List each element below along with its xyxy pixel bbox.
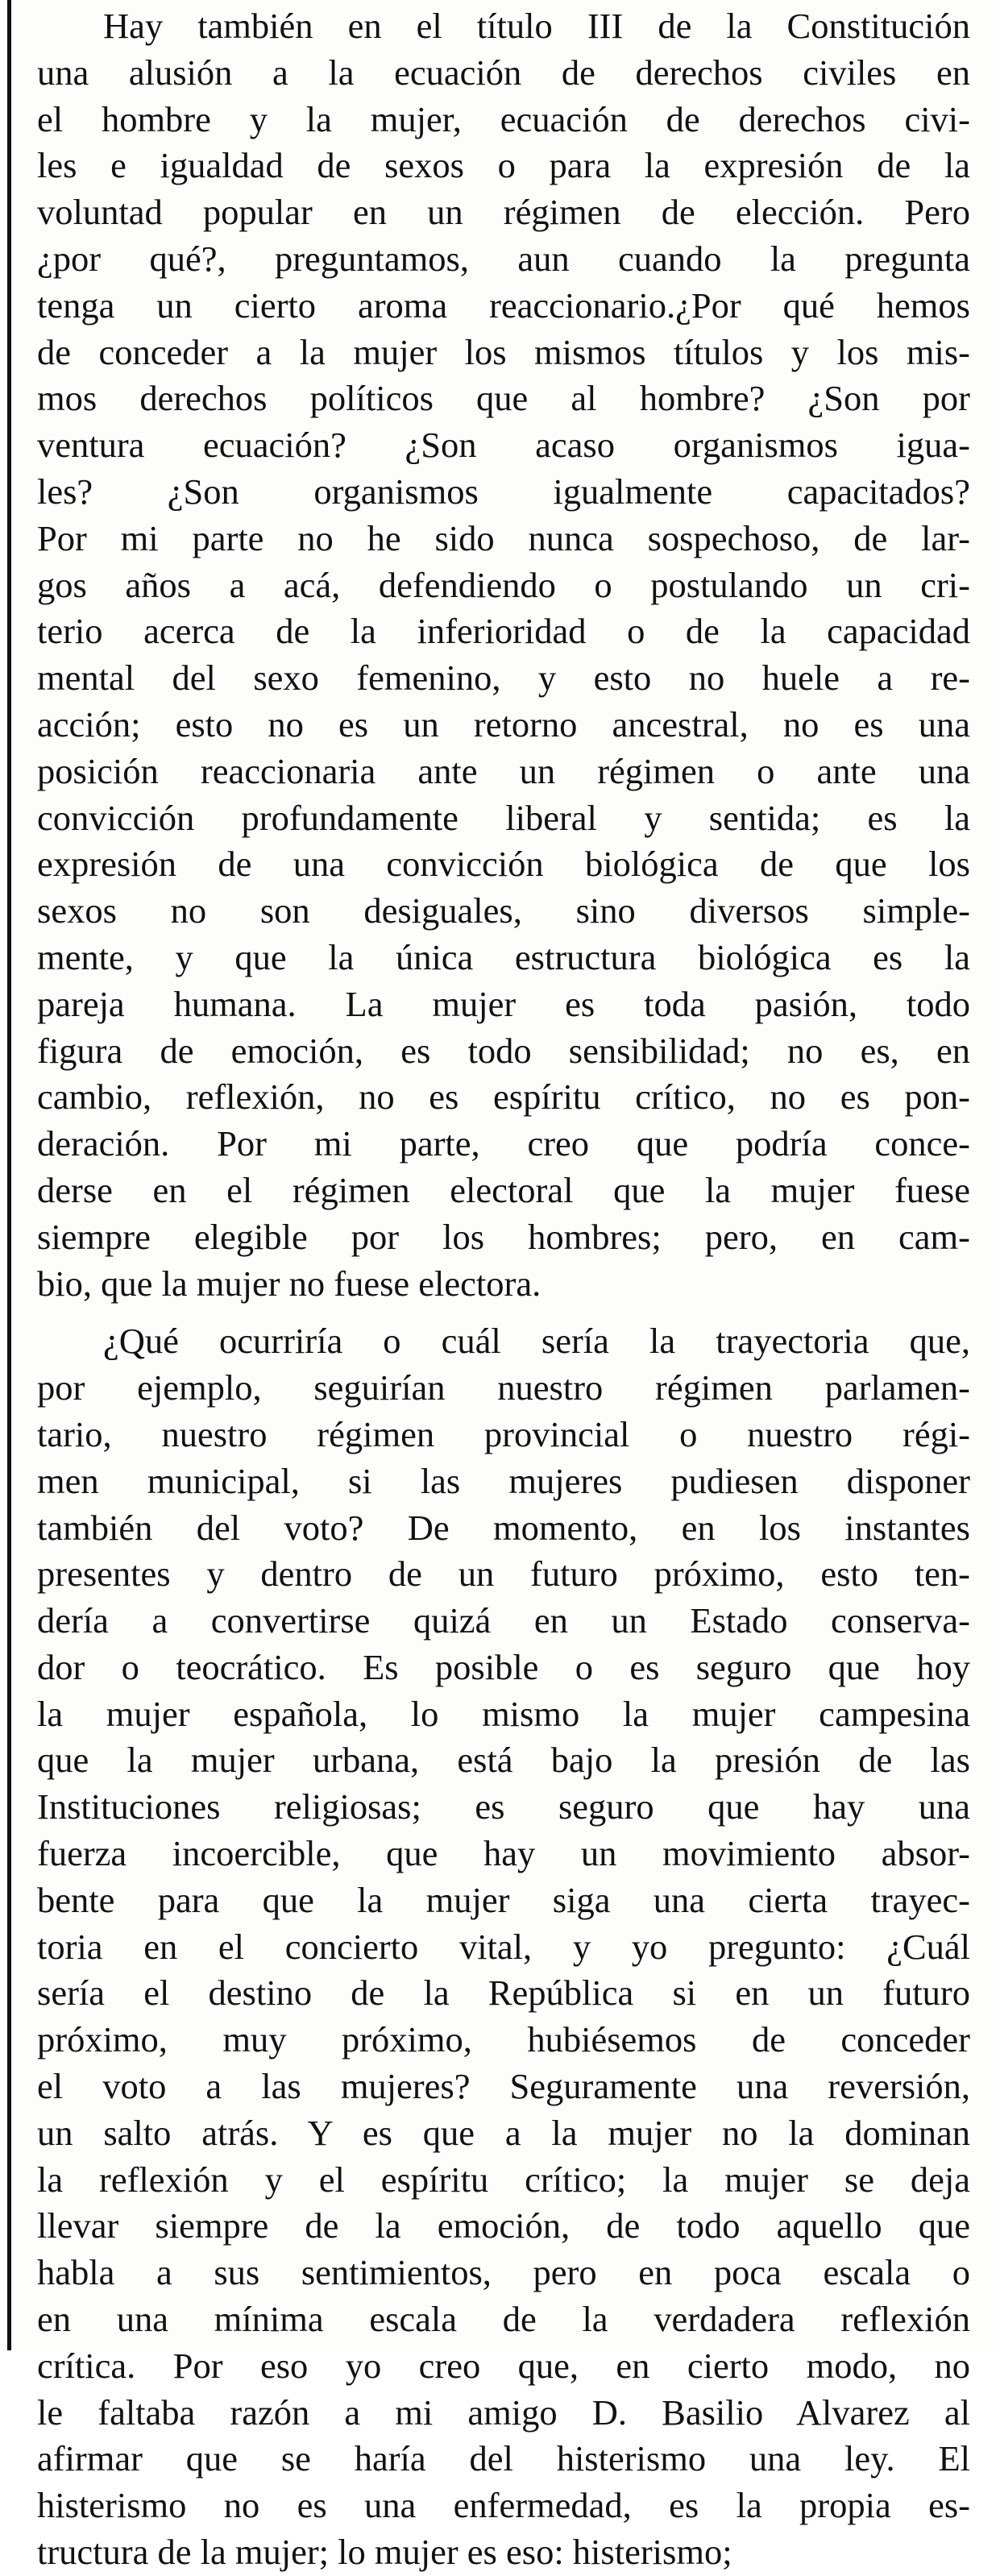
text-line: habla a sus sentimientos, pero en poca escala o xyxy=(37,2252,970,2293)
text-line: acción; esto no es un retorno ancestral, no es una xyxy=(37,703,970,745)
text-line: toria en el concierto vital, y yo pregunto: ¿Cuál xyxy=(37,1926,970,1967)
text-line: la reflexión y el espíritu crítico; la mujer se deja xyxy=(37,2159,970,2200)
text-line: Por mi parte no he sido nunca sospechoso, de lar- xyxy=(37,517,970,558)
text-line: ¿por qué?, preguntamos, aun cuando la pregunta xyxy=(37,238,970,279)
text-line: una alusión a la ecuación de derechos civiles en xyxy=(37,52,970,93)
text-line: el voto a las mujeres? Seguramente una reversión, xyxy=(37,2066,970,2107)
text-line: un salto atrás. Y es que a la mujer no la dominan xyxy=(37,2112,970,2153)
text-line: tructura de la mujer; lo mujer es eso: histerismo; xyxy=(37,2532,732,2573)
text-line: también del voto? De momento, en los instantes xyxy=(37,1507,970,1548)
text-line: terio acerca de la inferioridad o de la capacidad xyxy=(37,611,970,652)
text-line: de conceder a la mujer los mismos títulos y los mis- xyxy=(37,331,970,372)
text-line: ventura ecuación? ¿Son acaso organismos igua- xyxy=(37,425,970,466)
text-line: crítica. Por eso yo creo que, en cierto modo, no xyxy=(37,2345,970,2386)
text-line: dería a convertirse quizá en un Estado conserva- xyxy=(37,1600,970,1641)
text-line: mental del sexo femenino, y esto no huele a re- xyxy=(37,657,970,699)
text-line: el hombre y la mujer, ecuación de derechos civi- xyxy=(37,98,970,139)
text-line: gos años a acá, defendiendo o postulando un cri- xyxy=(37,564,970,605)
text-line: bente para que la mujer siga una cierta trayec- xyxy=(37,1879,970,1920)
text-line: llevar siempre de la emoción, de todo aquello que xyxy=(37,2205,970,2246)
text-line: tenga un cierto aroma reaccionario.¿Por qué hemos xyxy=(37,284,970,326)
text-line: convicción profundamente liberal y sentida; es la xyxy=(37,797,970,838)
document-body xyxy=(37,3,970,2576)
text-line: le faltaba razón a mi amigo D. Basilio Alvarez al xyxy=(37,2391,970,2433)
text-line: la mujer española, lo mismo la mujer campesina xyxy=(37,1693,970,1734)
text-line: tario, nuestro régimen provincial o nuestro régi- xyxy=(37,1413,970,1454)
text-line: les? ¿Son organismos igualmente capacitados? xyxy=(37,471,970,512)
text-line: fuerza incoercible, que hay un movimiento absor- xyxy=(37,1833,970,1874)
text-line: dor o teocrático. Es posible o es seguro que hoy xyxy=(37,1646,970,1687)
text-line: ¿Qué ocurriría o cuál sería la trayectoria que, xyxy=(103,1321,970,1362)
paragraph xyxy=(37,1318,970,2576)
text-line: siempre elegible por los hombres; pero, en cam- xyxy=(37,1216,970,1257)
text-line: deración. Por mi parte, creo que podría conce- xyxy=(37,1123,970,1164)
text-line: sería el destino de la República si en un futuro xyxy=(37,1972,970,2014)
text-line: posición reaccionaria ante un régimen o ante una xyxy=(37,750,970,791)
text-line: bio, que la mujer no fuese electora. xyxy=(37,1263,541,1304)
paragraph xyxy=(37,3,970,1307)
paragraph-gap xyxy=(37,1307,970,1318)
text-line: figura de emoción, es todo sensibilidad; no es, en xyxy=(37,1030,970,1071)
text-line: sexos no son desiguales, sino diversos simple- xyxy=(37,890,970,931)
text-line: cambio, reflexión, no es espíritu crítico, no es pon- xyxy=(37,1076,970,1118)
text-line: en una mínima escala de la verdadera reflexión xyxy=(37,2299,970,2340)
text-line: expresión de una convicción biológica de que los xyxy=(37,844,970,885)
text-line: presentes y dentro de un futuro próximo, esto ten- xyxy=(37,1553,970,1595)
text-line: voluntad popular en un régimen de elección. Pero xyxy=(37,192,970,233)
text-line: Instituciones religiosas; es seguro que hay una xyxy=(37,1786,970,1827)
text-line: afirmar que se haría del histerismo una ley. El xyxy=(37,2438,970,2479)
margin-rule xyxy=(7,0,11,2350)
text-line: mos derechos políticos que al hombre? ¿Son por xyxy=(37,378,970,419)
text-line: mente, y que la única estructura biológica es la xyxy=(37,936,970,977)
text-line: derse en el régimen electoral que la mujer fuese xyxy=(37,1169,970,1210)
text-line: por ejemplo, seguirían nuestro régimen parlamen- xyxy=(37,1367,970,1408)
text-line: les e igualdad de sexos o para la expresión de la xyxy=(37,145,970,186)
text-line: Hay también en el título III de la Constitución xyxy=(103,6,970,46)
text-line: pareja humana. La mujer es toda pasión, todo xyxy=(37,983,970,1024)
text-line: que la mujer urbana, está bajo la presión de las xyxy=(37,1740,970,1781)
text-line: histerismo no es una enfermedad, es la propia es- xyxy=(37,2485,970,2526)
text-line: men municipal, si las mujeres pudiesen disponer xyxy=(37,1460,970,1501)
text-line: próximo, muy próximo, hubiésemos de conceder xyxy=(37,2019,970,2060)
